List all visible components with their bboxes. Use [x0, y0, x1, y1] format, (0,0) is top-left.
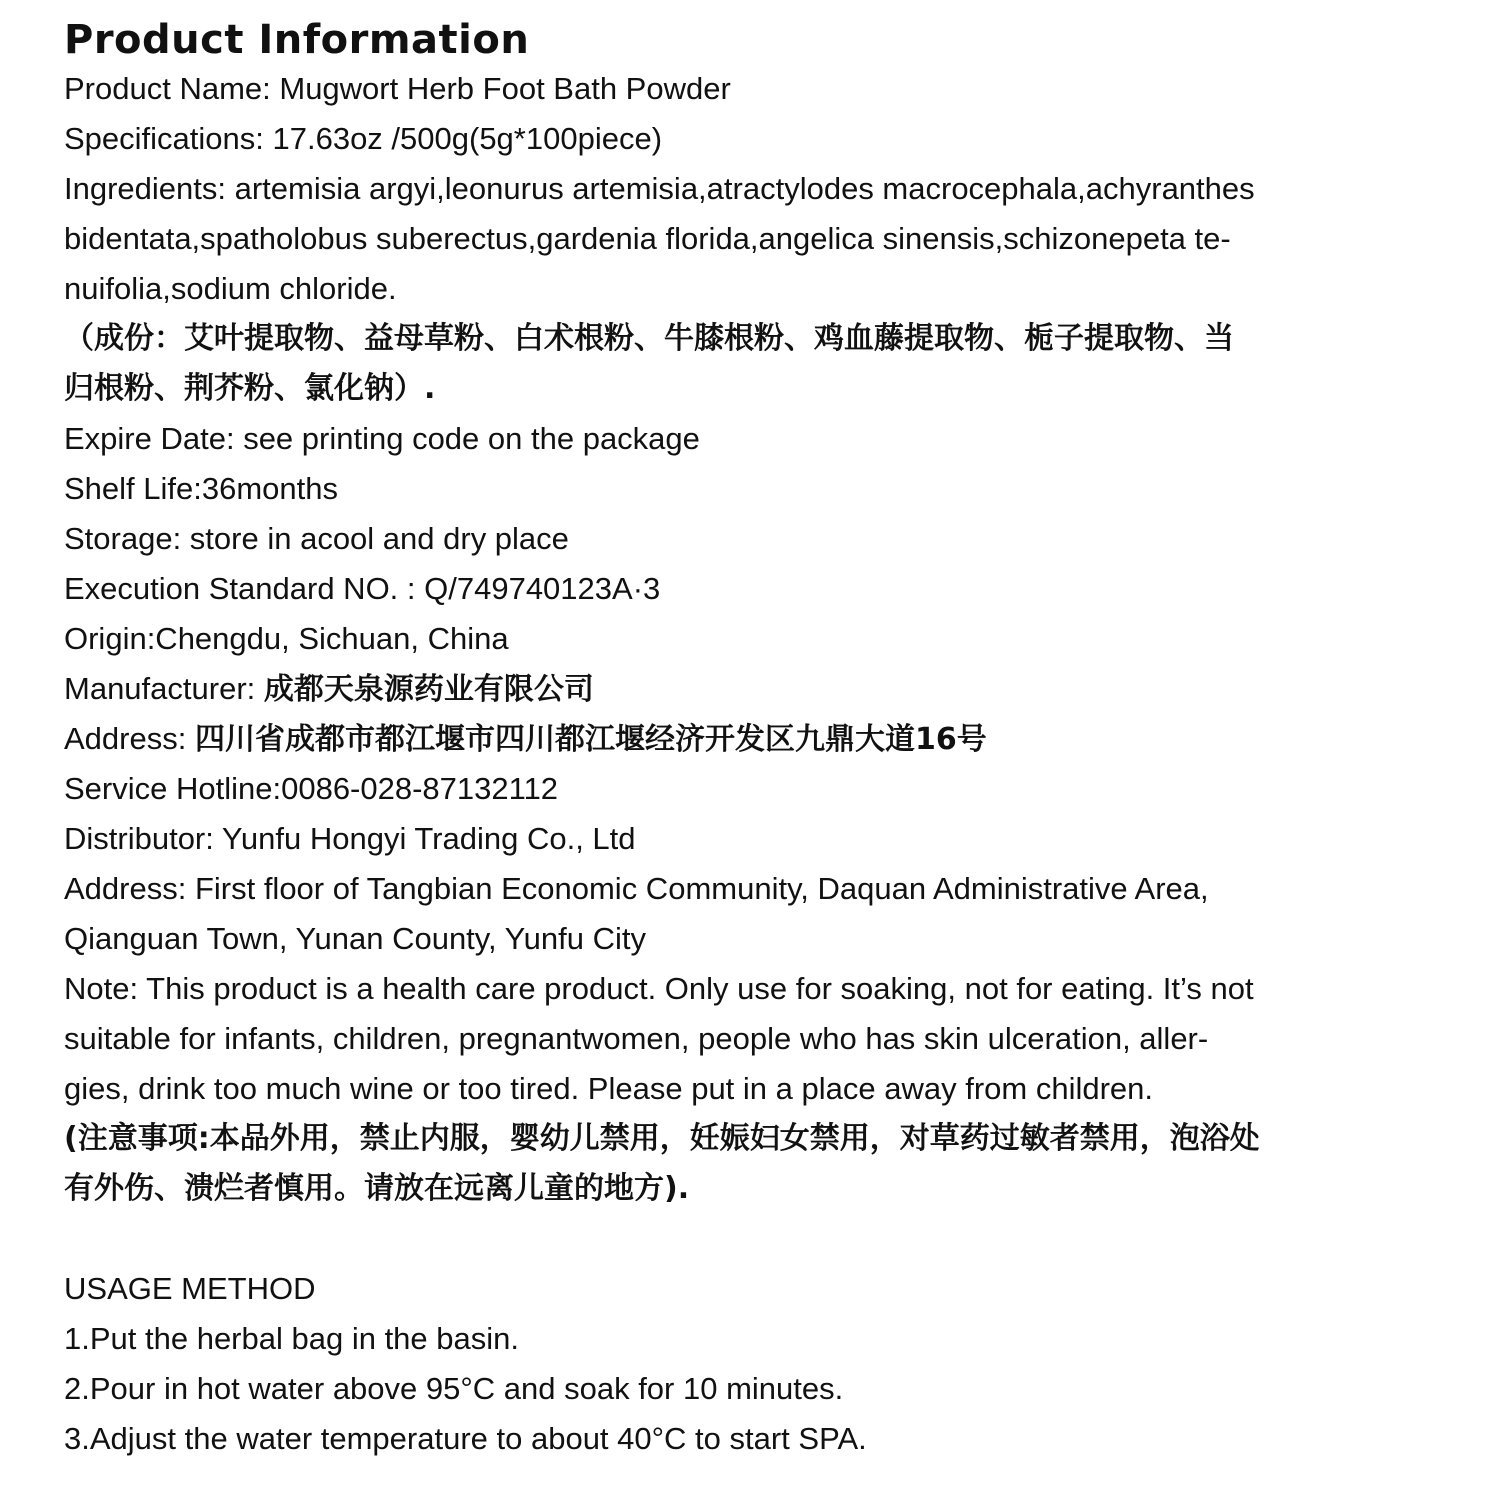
product-info-document [64, 14, 1444, 1464]
storage: Storage: store in acool and dry place [64, 521, 569, 556]
manufacturer-address-value: 四川省成都市都江堰市四川都江堰经济开发区九鼎大道16号 [194, 722, 987, 757]
usage-step-3: 3.Adjust the water temperature to about 40°C to start SPA. [64, 1421, 867, 1456]
origin: Origin:Chengdu, Sichuan, China [64, 621, 509, 656]
product-name: Product Name: Mugwort Herb Foot Bath Powder [64, 71, 731, 106]
usage-step-2: 2.Pour in hot water above 95°C and soak for 10 minutes. [64, 1371, 844, 1406]
ingredients-line-1: Ingredients: artemisia argyi,leonurus artemisia,atractylodes macrocephala,achyranthes [64, 171, 1255, 206]
section-spacer [64, 1214, 1444, 1264]
shelf-life: Shelf Life:36months [64, 471, 339, 506]
distributor-address-line-2: Qianguan Town, Yunan County, Yunfu City [64, 921, 646, 956]
usage-heading: USAGE METHOD [64, 1271, 316, 1306]
distributor: Distributor: Yunfu Hongyi Trading Co., Ltd [64, 821, 636, 856]
note-line-2: suitable for infants, children, pregnantwomen, people who has skin ulceration, aller- [64, 1021, 1209, 1056]
execution-standard: Execution Standard NO. : Q/749740123A·3 [64, 571, 661, 606]
manufacturer-address [64, 714, 1444, 764]
ingredients-line-2: bidentata,spatholobus suberectus,gardenia florida,angelica sinensis,schizonepeta te- [64, 221, 1231, 256]
ingredients-cn-line-2: 归根粉、荆芥粉、氯化钠）. [64, 371, 436, 406]
distributor-address-line-1: Address: First floor of Tangbian Economic Community, Daquan Administrative Area, [64, 871, 1209, 906]
manufacturer [64, 664, 1444, 714]
expire-date: Expire Date: see printing code on the package [64, 421, 700, 456]
note-cn-line-1: (注意事项:本品外用，禁止内服，婴幼儿禁用，妊娠妇女禁用，对草药过敏者禁用，泡浴处 [64, 1121, 1260, 1156]
page-title: Product Information [64, 17, 530, 63]
manufacturer-address-label: Address: [64, 721, 195, 756]
ingredients-cn-line-1: （成份：艾叶提取物、益母草粉、白术根粉、牛膝根粉、鸡血藤提取物、栀子提取物、当 [64, 321, 1234, 356]
usage-step-1: 1.Put the herbal bag in the basin. [64, 1321, 519, 1356]
note-line-3: gies, drink too much wine or too tired. Please put in a place away from children. [64, 1071, 1153, 1106]
note-line-1: Note: This product is a health care product. Only use for soaking, not for eating. It’s not [64, 971, 1254, 1006]
ingredients-line-3: nuifolia,sodium chloride. [64, 271, 397, 306]
manufacturer-value: 成都天泉源药业有限公司 [263, 672, 594, 707]
service-hotline: Service Hotline:0086-028-87132112 [64, 771, 559, 806]
note-cn-line-2: 有外伤、溃烂者慎用。请放在远离儿童的地方). [64, 1171, 690, 1206]
specifications: Specifications: 17.63oz /500g(5g*100piece) [64, 121, 663, 156]
manufacturer-label: Manufacturer: [64, 671, 264, 706]
